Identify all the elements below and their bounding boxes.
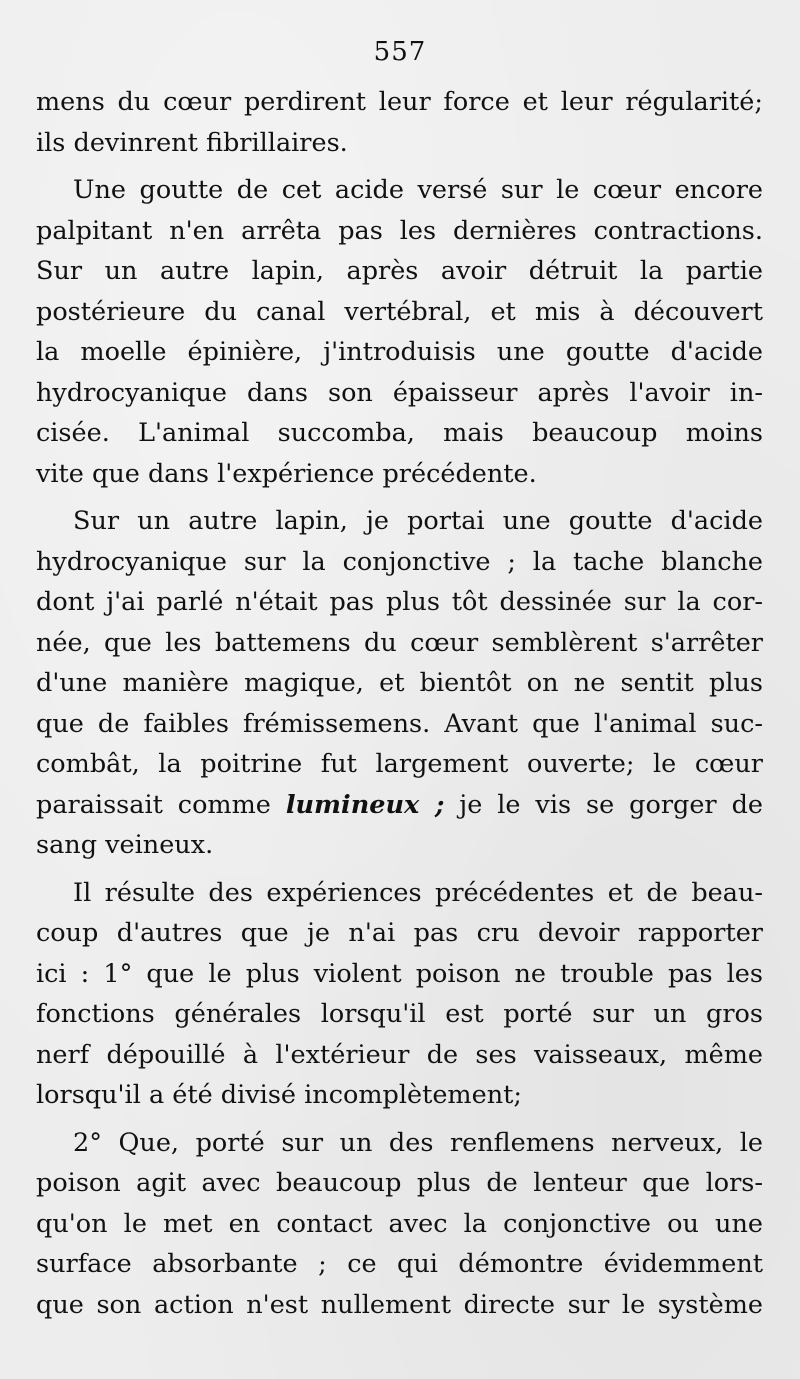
text-line: d'une manière magique, et bientôt on ne sentit plus — [36, 668, 763, 698]
text-line: mens du cœur perdirent leur force et leur régularité; — [36, 87, 763, 117]
text-line: vite que dans l'expérience précédente. — [36, 458, 537, 489]
emphasized-word: lumineux ; — [285, 789, 445, 820]
text-line: dont j'ai parlé n'était pas plus tôt dessinée sur la cor- — [36, 587, 763, 617]
text-line: que son action n'est nullement directe sur le système — [36, 1289, 763, 1320]
text-line: postérieure du canal vertébral, et mis à découvert — [36, 296, 763, 327]
text-line: née, que les battemens du cœur semblèrent s'arrêter — [36, 627, 763, 658]
text-line-with-emphasis: paraissait comme lumineux ; je le vis se gorger de — [36, 789, 763, 820]
text-line: sang veineux. — [36, 830, 214, 860]
text-line: que de faibles frémissemens. Avant que l'animal suc- — [36, 708, 763, 739]
text-line: nerf dépouillé à l'extérieur de ses vaisseaux, même — [36, 1039, 763, 1070]
text-line: ici : 1° que le plus violent poison ne trouble pas les — [36, 958, 763, 989]
text-line: combât, la poitrine fut largement ouverte; le cœur — [36, 749, 763, 779]
text-line: poison agit avec beaucoup plus de lenteur que lors- — [36, 1168, 763, 1198]
text-line: palpitant n'en arrêta pas les dernières contractions. — [36, 215, 763, 246]
text-line: ils devinrent fibrillaires. — [36, 127, 348, 158]
text-line: fonctions générales lorsqu'il est porté sur un gros — [36, 999, 763, 1029]
text-line: lorsqu'il a été divisé incomplètement; — [36, 1080, 522, 1110]
text-line: Une goutte de cet acide versé sur le cœur encore — [73, 175, 763, 205]
text-line: qu'on le met en contact avec la conjonctive ou une — [36, 1208, 763, 1239]
text-line: 2° Que, porté sur un des renflemens nerveux, le — [73, 1127, 763, 1158]
text-line: cisée. L'animal succomba, mais beaucoup moins — [36, 418, 763, 448]
text-line: coup d'autres que je n'ai pas cru devoir rapporter — [36, 918, 763, 948]
text-line: surface absorbante ; ce qui démontre évidemment — [36, 1249, 763, 1279]
text-line: Sur un autre lapin, je portai une goutte d'acide — [73, 506, 763, 536]
text-line: hydrocyanique dans son épaisseur après l'avoir in- — [36, 377, 763, 408]
text-line: hydrocyanique sur la conjonctive ; la tache blanche — [36, 546, 763, 577]
text-line: la moelle épinière, j'introduisis une goutte d'acide — [36, 337, 763, 367]
body-text — [36, 82, 763, 1325]
text-line: Sur un autre lapin, après avoir détruit la partie — [36, 256, 763, 286]
text-line: Il résulte des expériences précédentes et de beau- — [73, 877, 763, 908]
page-number: 557 — [373, 37, 427, 67]
